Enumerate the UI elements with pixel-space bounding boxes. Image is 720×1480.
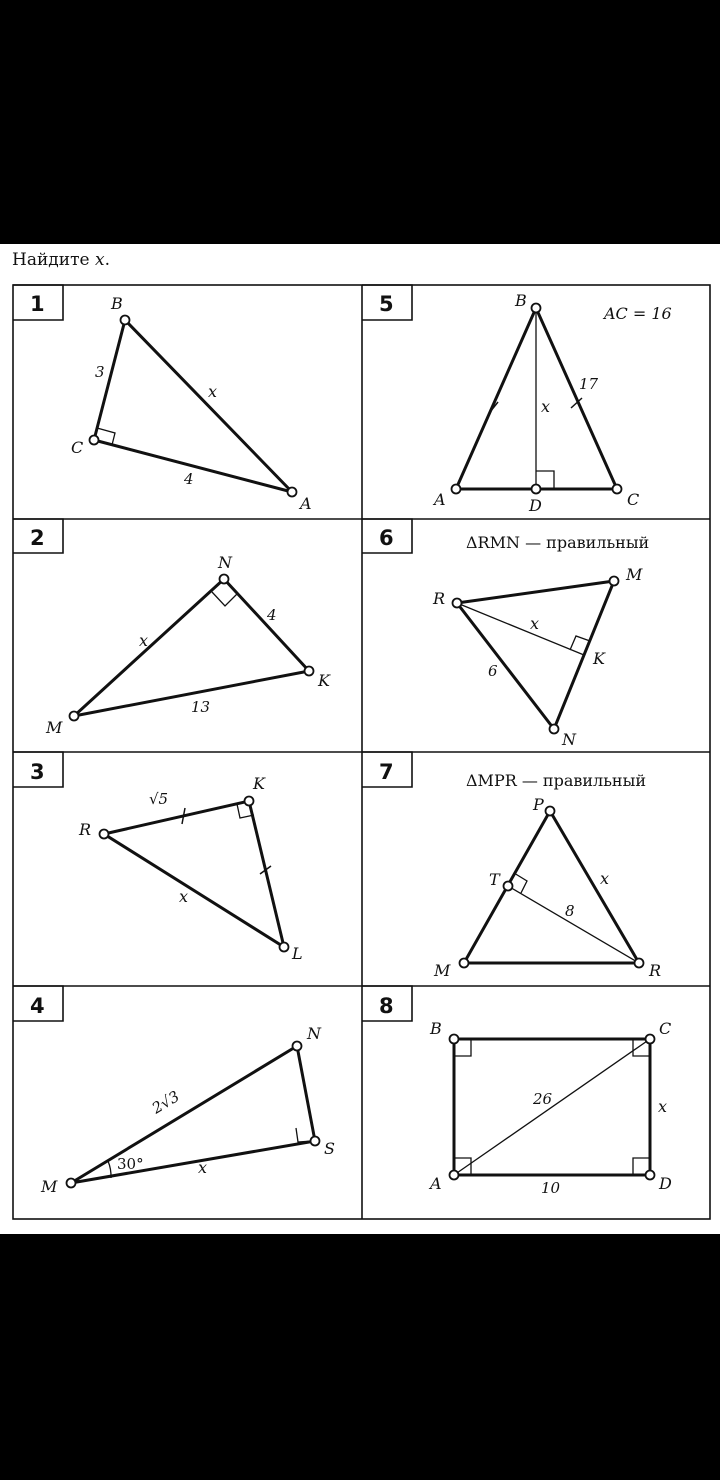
vertex-label: C <box>659 1019 672 1038</box>
vertex <box>646 1171 655 1180</box>
condition: ΔMPR — правильный <box>466 771 646 790</box>
unknown-side: x <box>139 631 149 650</box>
problem-8 <box>362 986 672 1197</box>
vertex <box>220 575 229 584</box>
vertex-label: A <box>434 490 446 509</box>
instruction-suffix: . <box>104 250 110 270</box>
vertex-label: R <box>433 589 446 608</box>
triangle <box>94 320 292 492</box>
side-length: 4 <box>184 470 194 488</box>
instruction-variable: x <box>94 250 105 270</box>
side-length: 3 <box>95 363 105 381</box>
vertex-label: R <box>649 961 662 980</box>
vertex <box>504 882 513 891</box>
right-angle-mark <box>212 592 238 606</box>
triangle <box>457 581 614 729</box>
vertex <box>70 712 79 721</box>
problem-number: 8 <box>379 994 394 1018</box>
vertex-label: P <box>533 795 544 814</box>
vertex-label: M <box>434 961 451 980</box>
triangle <box>71 1046 315 1183</box>
vertex-label: B <box>515 291 527 310</box>
unknown-side: x <box>208 382 218 401</box>
vertex-label: C <box>71 438 84 457</box>
problem-number: 5 <box>379 292 394 316</box>
vertex <box>90 436 99 445</box>
vertex-label: A <box>300 494 312 513</box>
vertex <box>245 797 254 806</box>
problem-number: 2 <box>30 526 45 550</box>
vertex-label: N <box>307 1024 321 1043</box>
problem-number: 6 <box>379 526 394 550</box>
side-length: 17 <box>579 375 599 393</box>
angle-label: 30° <box>117 1155 144 1173</box>
problem-5 <box>362 285 672 515</box>
side-length: 4 <box>267 606 277 624</box>
side-length: 8 <box>565 902 575 920</box>
vertex-label: D <box>659 1174 672 1193</box>
vertex-label: N <box>562 730 576 749</box>
vertex-label: B <box>111 294 123 313</box>
vertex <box>305 667 314 676</box>
vertex-label: M <box>626 565 643 584</box>
vertex-label: R <box>79 820 92 839</box>
problem-number: 1 <box>30 292 45 316</box>
vertex <box>288 488 297 497</box>
vertex-label: T <box>489 870 500 889</box>
problem-4 <box>13 986 335 1196</box>
vertex-label: K <box>253 774 265 793</box>
problem-number: 7 <box>379 760 394 784</box>
vertex-label: M <box>41 1177 58 1196</box>
unknown-side: x <box>179 887 189 906</box>
unknown-side: x <box>658 1097 668 1116</box>
side-length: 6 <box>488 662 498 680</box>
vertex <box>532 485 541 494</box>
vertex <box>646 1035 655 1044</box>
vertex <box>610 577 619 586</box>
side-length: 26 <box>533 1090 553 1108</box>
vertex-label: K <box>318 671 330 690</box>
instruction-prefix: Найдите <box>12 250 95 270</box>
vertex-label: C <box>627 490 640 509</box>
vertex <box>293 1042 302 1051</box>
vertex <box>453 599 462 608</box>
vertex <box>452 485 461 494</box>
problem-2 <box>13 519 331 737</box>
altitude <box>508 886 639 963</box>
condition: ΔRMN — правильный <box>466 533 650 552</box>
worksheet <box>0 244 720 1234</box>
vertex-label: B <box>430 1019 442 1038</box>
vertex <box>550 725 559 734</box>
problem-3 <box>13 752 303 963</box>
vertex <box>613 485 622 494</box>
vertex <box>280 943 289 952</box>
vertex <box>460 959 469 968</box>
right-angle-mark <box>296 1128 312 1142</box>
vertex <box>311 1137 320 1146</box>
side-length: 2√3 <box>148 1087 183 1118</box>
problem-number: 3 <box>30 760 45 784</box>
problem-6 <box>362 519 649 749</box>
vertex-label: L <box>292 944 303 963</box>
vertex <box>450 1171 459 1180</box>
problem-grid <box>0 244 720 1234</box>
vertex <box>121 316 130 325</box>
vertex-label: N <box>218 553 232 572</box>
vertex <box>532 304 541 313</box>
vertex <box>450 1035 459 1044</box>
problem-number: 4 <box>30 994 45 1018</box>
problem-1 <box>13 285 312 513</box>
vertex-label: D <box>529 496 542 515</box>
triangle <box>74 579 309 716</box>
side-length: √5 <box>149 790 169 808</box>
vertex <box>67 1179 76 1188</box>
vertex-label: K <box>593 649 605 668</box>
unknown-side: x <box>530 614 540 633</box>
side-length: 13 <box>191 698 211 716</box>
unknown-side: x <box>541 397 551 416</box>
vertex-label: A <box>430 1174 442 1193</box>
vertex-label: M <box>46 718 63 737</box>
vertex <box>546 807 555 816</box>
problem-7 <box>362 752 661 980</box>
condition: AC = 16 <box>604 304 672 323</box>
side-length: 10 <box>541 1179 561 1197</box>
vertex <box>100 830 109 839</box>
triangle <box>104 801 284 947</box>
unknown-side: x <box>198 1158 208 1177</box>
vertex-label: S <box>324 1139 335 1158</box>
vertex <box>635 959 644 968</box>
unknown-side: x <box>600 869 610 888</box>
